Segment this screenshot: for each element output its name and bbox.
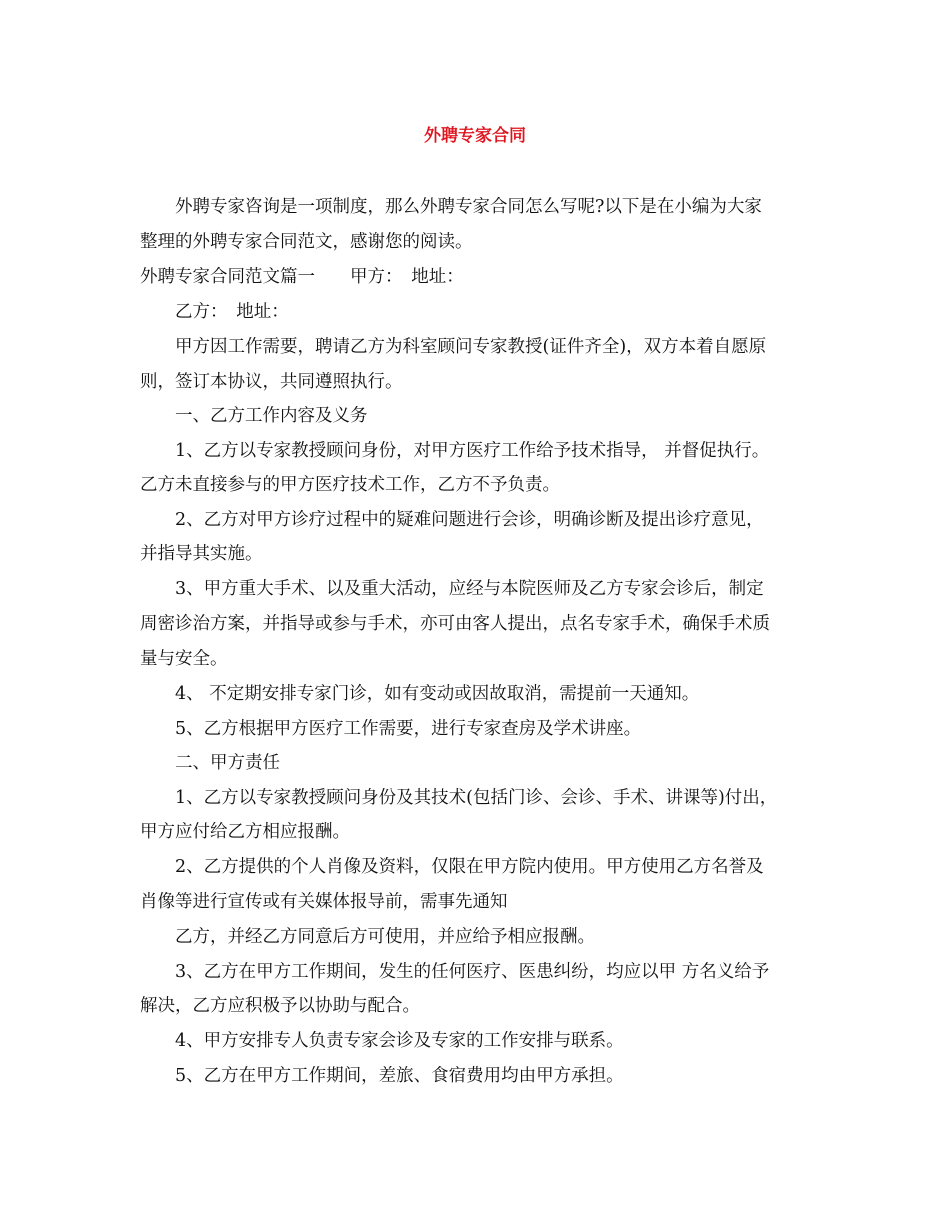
paragraph-line: 甲方因工作需要，聘请乙方为科室顾问专家教授(证件齐全)，双方本着自愿原 [175,337,767,357]
paragraph-line: 甲方应付给乙方相应报酬。 [140,822,350,842]
paragraph-line: 外聘专家咨询是一项制度，那么外聘专家合同怎么写呢?以下是在小编为大家 [175,197,762,217]
paragraph-line: 外聘专家合同范文篇一 甲方： 地址： [140,267,464,287]
section-heading: 一、乙方工作内容及义务 [175,406,368,426]
paragraph-line: 1、乙方以专家教授顾问身份及其技术(包括门诊、会诊、手术、讲课等)付出， [175,788,778,808]
paragraph-line: 5、乙方根据甲方医疗工作需要，进行专家查房及学术讲座。 [175,719,642,739]
section-heading: 二、甲方责任 [175,753,280,773]
document-title: 外聘专家合同 [424,126,526,146]
paragraph-line: 1、乙方以专家教授顾问身份，对甲方医疗工作给予技术指导， 并督促执行。 [175,441,770,461]
paragraph-line: 乙方： 地址： [175,302,289,322]
paragraph-line: 量与安全。 [140,649,228,669]
paragraph-line: 3、甲方重大手术、以及重大活动，应经与本院医师及乙方专家会诊后，制定 [175,579,764,599]
paragraph-line: 4、甲方安排专人负责专家会诊及专家的工作安排与联系。 [175,1031,624,1051]
paragraph-line: 2、乙方对甲方诊疗过程中的疑难问题进行会诊，明确诊断及提出诊疗意见， [175,510,764,530]
paragraph-line: 乙方未直接参与的甲方医疗技术工作，乙方不予负责。 [140,475,560,495]
paragraph-line: 则，签订本协议，共同遵照执行。 [140,372,403,392]
paragraph-line: 整理的外聘专家合同范文，感谢您的阅读。 [140,232,473,252]
paragraph-line: 乙方，并经乙方同意后方可使用，并应给予相应报酬。 [175,927,595,947]
paragraph-line: 5、乙方在甲方工作期间，差旅、食宿费用均由甲方承担。 [175,1066,624,1086]
paragraph-line: 并指导其实施。 [140,544,263,564]
paragraph-line: 周密诊治方案，并指导或参与手术，亦可由客人提出，点名专家手术，确保手术质 [140,614,770,634]
paragraph-line: 解决，乙方应积极予以协助与配合。 [140,996,420,1016]
paragraph-line: 肖像等进行宣传或有关媒体报导前，需事先通知 [140,892,508,912]
paragraph-line: 4、 不定期安排专家门诊，如有变动或因故取消，需提前一天通知。 [175,684,700,704]
paragraph-line: 2、乙方提供的个人肖像及资料，仅限在甲方院内使用。甲方使用乙方名誉及 [175,857,764,877]
paragraph-line: 3、乙方在甲方工作期间，发生的任何医疗、医患纠纷，均应以甲 方名义给予 [175,962,770,982]
